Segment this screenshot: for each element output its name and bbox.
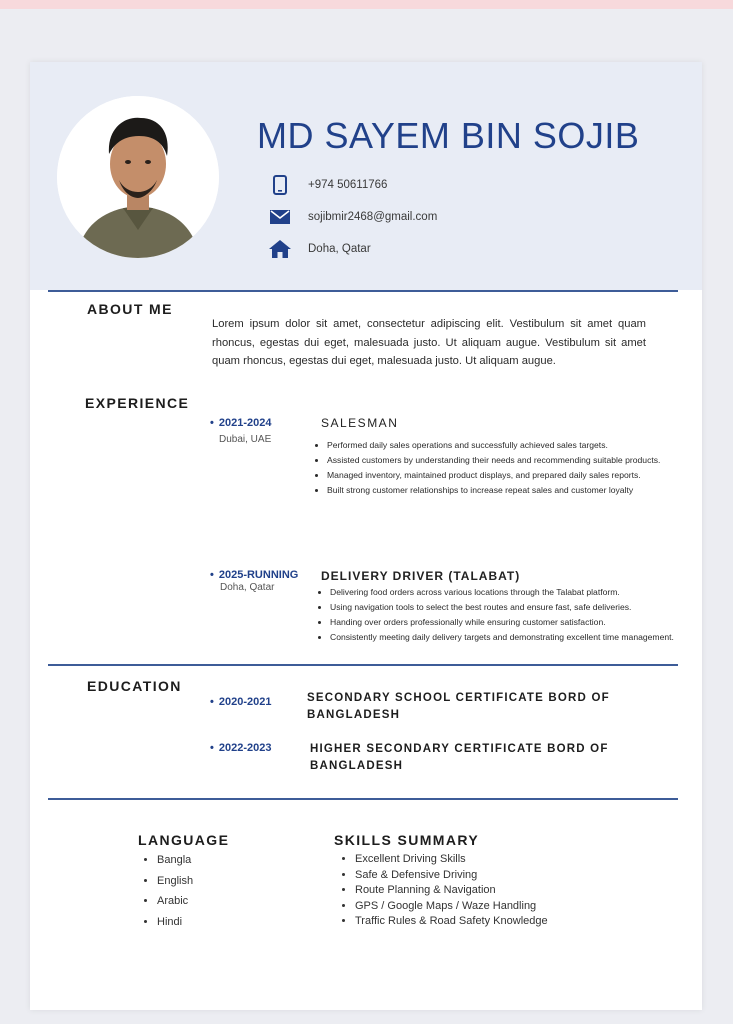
job-bullet: • Performed daily sales operations and successfully achieved sales targets. <box>327 438 695 453</box>
job-bullet: • Assisted customers by understanding their needs and recommending suitable products. <box>327 453 695 468</box>
section-divider <box>48 664 678 666</box>
education-degree: HIGHER SECONDARY CERTIFICATE BORD OF BANGLADESH <box>310 743 609 772</box>
education-date: • 2022-2023 <box>210 742 271 754</box>
location-text: Doha, Qatar <box>308 243 371 255</box>
job-date: • 2021-2024 <box>210 417 271 429</box>
phone-number: +974 50611766 <box>308 179 388 191</box>
contact-location <box>268 237 371 261</box>
job-bullet: • Consistently meeting daily delivery targets and demonstrating excellent time management. <box>330 630 695 645</box>
education-date: • 2020-2021 <box>210 696 271 708</box>
job-location: Dubai, UAE <box>219 434 272 445</box>
job-bullets <box>315 438 695 498</box>
job-role: DELIVERY DRIVER (TALABAT) <box>321 569 521 583</box>
candidate-name: MD SAYEM BIN SOJIB <box>257 115 640 156</box>
education-title: EDUCATION <box>87 678 182 694</box>
job-date: • 2025-RUNNING <box>210 569 298 581</box>
job-role: SALESMAN <box>321 416 399 430</box>
language-item: • Hindi <box>157 912 193 933</box>
skill-item: • Route Planning & Navigation <box>355 883 565 899</box>
section-divider <box>48 290 678 292</box>
section-divider <box>48 798 678 800</box>
email-icon <box>268 205 292 229</box>
about-title: ABOUT ME <box>87 301 173 317</box>
skills-title: SKILLS SUMMARY <box>334 832 480 848</box>
language-title: LANGUAGE <box>138 832 230 848</box>
skill-item: • Excellent Driving Skills <box>355 852 565 868</box>
profile-photo-illustration <box>57 96 219 258</box>
profile-photo <box>57 96 219 258</box>
job-bullet: • Built strong customer relationships to increase repeat sales and customer loyalty <box>327 483 695 498</box>
experience-title: EXPERIENCE <box>85 395 190 411</box>
job-bullet: • Managed inventory, maintained product displays, and prepared daily sales reports. <box>327 468 695 483</box>
skill-item: • Traffic Rules & Road Safety Knowledge <box>355 914 565 930</box>
skill-item: • Safe & Defensive Driving <box>355 868 565 884</box>
skill-item: • GPS / Google Maps / Waze Handling <box>355 899 565 915</box>
contact-email <box>268 205 437 229</box>
resume-header <box>30 62 702 290</box>
contact-phone <box>268 173 387 197</box>
education-degree: SECONDARY SCHOOL CERTIFICATE BORD OF BANGLADESH <box>307 692 610 721</box>
top-strip <box>0 0 733 9</box>
email-address: sojibmir2468@gmail.com <box>308 211 438 223</box>
job-bullets <box>318 585 695 645</box>
home-icon <box>268 237 292 261</box>
job-bullet: • Handing over orders professionally while ensuring customer satisfaction. <box>330 615 695 630</box>
job-bullet: • Delivering food orders across various locations through the Talabat platform. <box>330 585 695 600</box>
job-bullet: • Using navigation tools to select the best routes and ensure fast, safe deliveries. <box>330 600 695 615</box>
language-item: • Bangla <box>157 850 193 871</box>
skills-list <box>339 852 565 930</box>
phone-icon <box>268 173 292 197</box>
language-item: • Arabic <box>157 891 193 912</box>
language-list <box>141 850 193 932</box>
job-location: Doha, Qatar <box>220 582 275 593</box>
about-text: Lorem ipsum dolor sit amet, consectetur adipiscing elit. Vestibulum sit amet quam rhoncus, egestas dui eget, malesuada justo. Ut aliquam augue. Vestibulum sit amet quam rhoncus, egestas dui eget, malesuada justo. Ut aliquam augue. <box>212 318 646 367</box>
language-item: • English <box>157 871 193 892</box>
resume-page <box>30 62 702 1010</box>
